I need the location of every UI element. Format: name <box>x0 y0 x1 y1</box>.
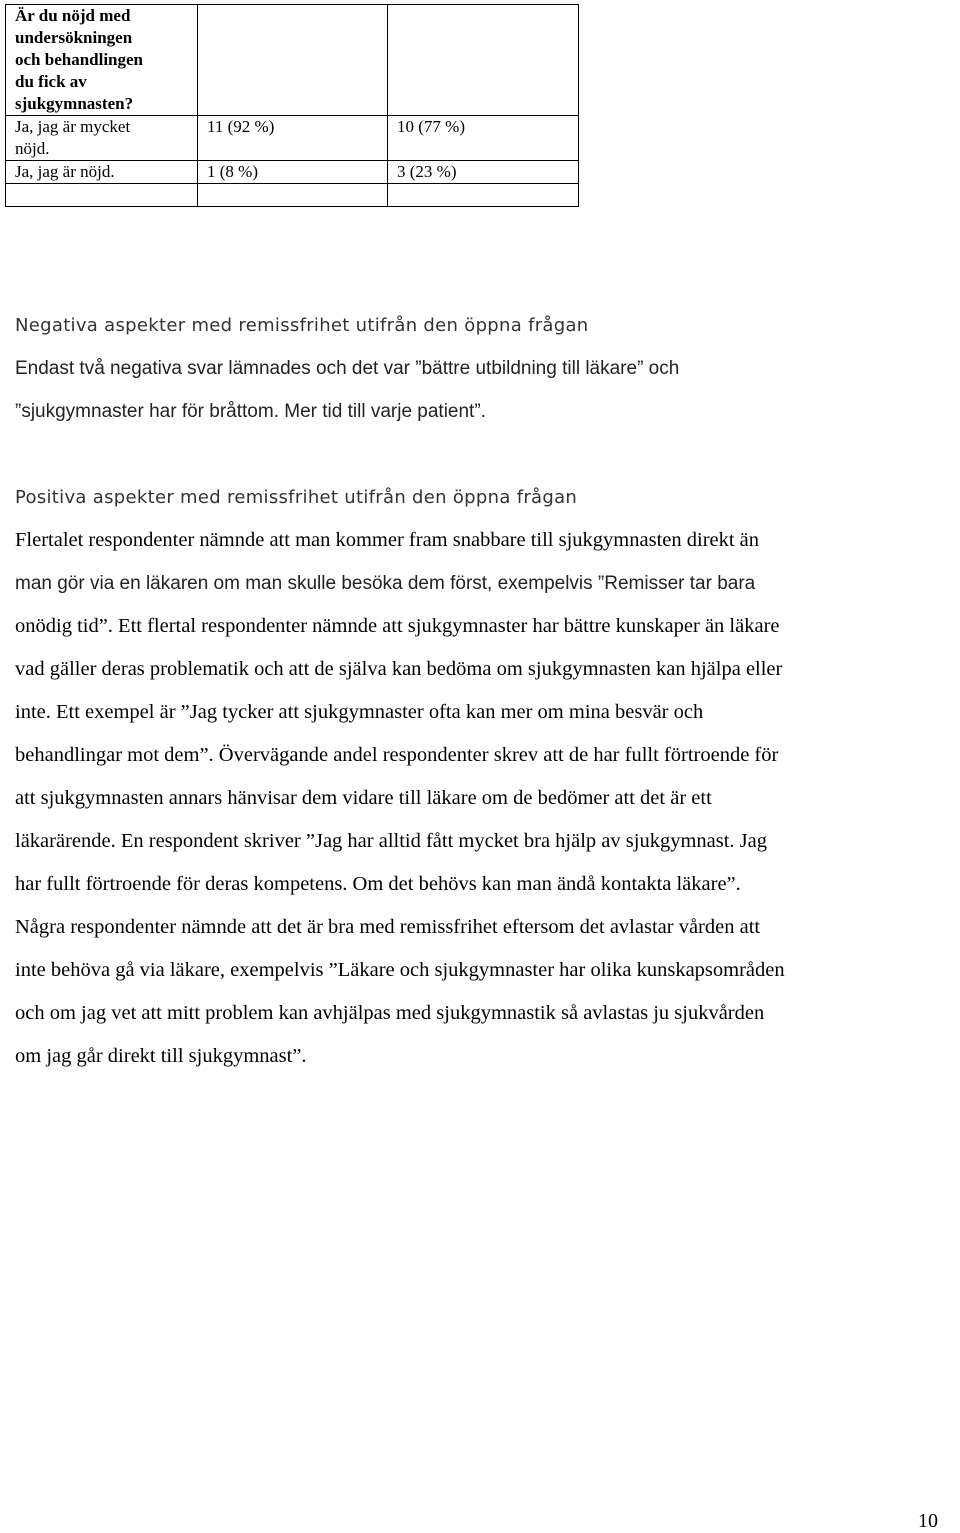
table-row <box>6 184 579 207</box>
table-row <box>6 5 579 116</box>
question-line: och behandlingen <box>15 50 144 69</box>
positive-aspects-section <box>15 476 955 1078</box>
answer-line: Ja, jag är nöjd. <box>15 162 115 181</box>
value-cell: 1 (8 %) <box>198 161 388 184</box>
page-number: 10 <box>918 1510 938 1532</box>
empty-cell <box>388 5 579 116</box>
text-line: Några respondenter nämnde att det är bra med remissfrihet eftersom det avlastar vården att <box>15 916 761 938</box>
text-line: ”sjukgymnaster har för bråttom. Mer tid till varje patient”. <box>15 401 486 422</box>
table-row <box>6 161 579 184</box>
text-line: inte. Ett exempel är ”Jag tycker att sjukgymnaster ofta kan mer om mina besvär och <box>15 701 704 723</box>
text-line: att sjukgymnasten annars hänvisar dem vidare till läkare om de bedömer att det är ett <box>15 787 712 809</box>
table-row <box>6 116 579 161</box>
text-line: Flertalet respondenter nämnde att man kommer fram snabbare till sjukgymnasten direkt än <box>15 529 760 551</box>
body-paragraph <box>15 519 955 1078</box>
answer-line: nöjd. <box>15 139 50 158</box>
empty-cell <box>6 184 198 207</box>
empty-cell <box>388 184 579 207</box>
text-line: Endast två negativa svar lämnades och det var ”bättre utbildning till läkare” och <box>15 358 680 379</box>
empty-cell <box>198 184 388 207</box>
negative-aspects-section <box>15 304 955 433</box>
question-line: Är du nöjd med <box>15 6 131 25</box>
section-heading: Positiva aspekter med remissfrihet utifrån den öppna frågan <box>15 487 578 508</box>
question-line: undersökningen <box>15 28 133 47</box>
question-line: du fick av <box>15 72 87 91</box>
value-cell: 11 (92 %) <box>198 116 388 161</box>
answer-line: Ja, jag är mycket <box>15 117 131 136</box>
question-cell <box>6 5 198 116</box>
empty-cell <box>198 5 388 116</box>
text-line: har fullt förtroende för deras kompetens. Om det behövs kan man ändå kontakta läkare”. <box>15 873 741 895</box>
answer-cell <box>6 161 198 184</box>
value-cell: 3 (23 %) <box>388 161 579 184</box>
section-heading: Negativa aspekter med remissfrihet utifrån den öppna frågan <box>15 315 589 336</box>
answer-cell <box>6 116 198 161</box>
text-line: vad gäller deras problematik och att de själva kan bedöma om sjukgymnasten kan hjälpa eller <box>15 658 783 680</box>
survey-table <box>5 4 579 207</box>
question-line: sjukgymnasten? <box>15 94 134 113</box>
text-line: behandlingar mot dem”. Övervägande andel respondenter skrev att de har fullt förtroende för <box>15 744 779 766</box>
text-line: onödig tid”. Ett flertal respondenter nämnde att sjukgymnaster har bättre kunskaper än läkare <box>15 615 780 637</box>
text-line: om jag går direkt till sjukgymnast”. <box>15 1045 307 1067</box>
text-line: och om jag vet att mitt problem kan avhjälpas med sjukgymnastik så avlastas ju sjukvården <box>15 1002 765 1024</box>
text-line: inte behöva gå via läkare, exempelvis ”Läkare och sjukgymnaster har olika kunskapsområden <box>15 959 785 981</box>
text-line: man gör via en läkaren om man skulle besöka dem först, exempelvis ”Remisser tar bara <box>15 573 756 594</box>
text-line: läkarärende. En respondent skriver ”Jag har alltid fått mycket bra hjälp av sjukgymnast. Jag <box>15 830 767 852</box>
value-cell: 10 (77 %) <box>388 116 579 161</box>
